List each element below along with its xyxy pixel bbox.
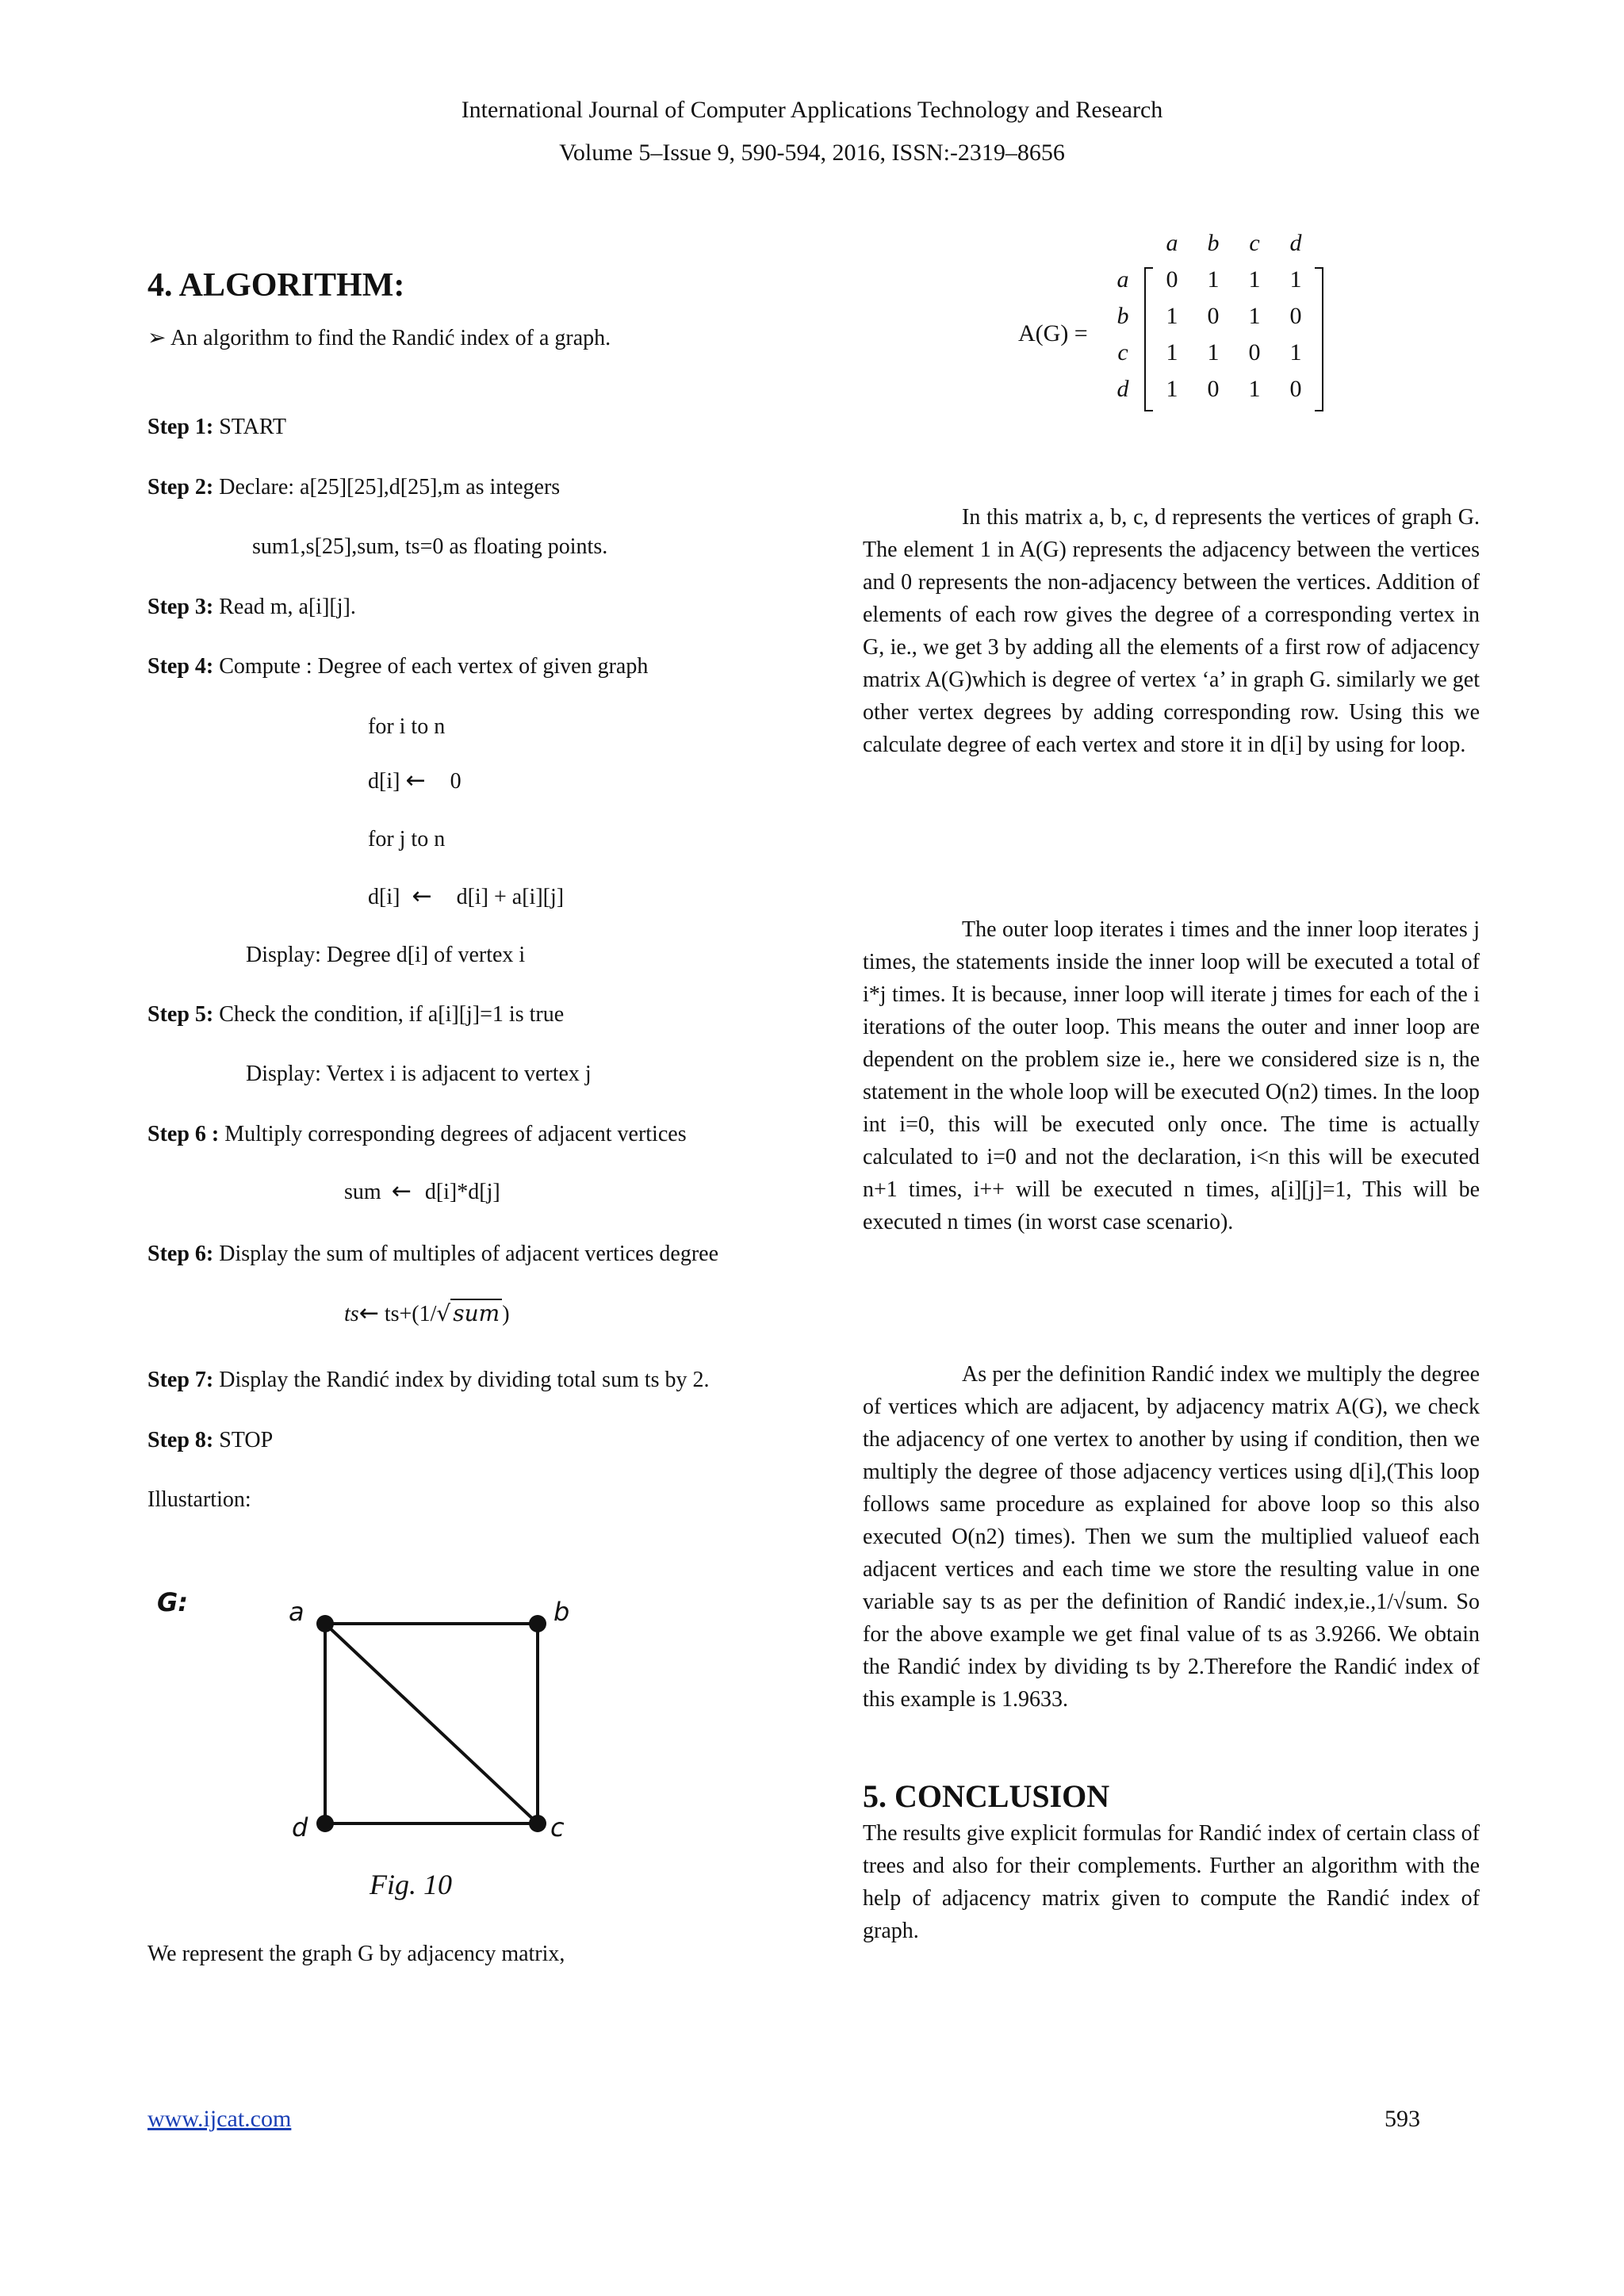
step-2-continued: sum1,s[25],sum, ts=0 as floating points. — [252, 534, 608, 559]
assign-lhs: d[i] — [368, 769, 400, 794]
assign-rhs: d[i] + a[i][j] — [456, 885, 565, 909]
step-6 — [147, 1118, 687, 1150]
left-arrow-icon: ← — [358, 1299, 379, 1327]
left-bracket-icon — [1145, 268, 1153, 411]
matrix-cell: 1 — [1166, 339, 1178, 365]
matrix-col-header: c — [1249, 230, 1260, 256]
matrix-col-header: d — [1289, 230, 1302, 256]
graph-label: G: — [157, 1587, 189, 1617]
right-bracket-icon — [1315, 268, 1323, 411]
loop-outer: for i to n — [368, 714, 446, 739]
step-label: Step 2: — [147, 475, 214, 499]
step-text: START — [219, 415, 286, 439]
sqrt-icon: √ — [436, 1300, 451, 1326]
paragraph-randic-computation — [863, 1358, 1480, 1716]
matrix-label: A(G) = — [1018, 320, 1088, 346]
matrix-cell: 1 — [1248, 266, 1261, 293]
step-label: Step 8: — [147, 1428, 214, 1452]
section-5-heading: 5. CONCLUSION — [863, 1778, 1110, 1814]
step-label: Step 5: — [147, 1002, 214, 1027]
step-text: Display the Randić index by dividing total sum ts by 2. — [219, 1368, 710, 1392]
vertex-c — [529, 1815, 546, 1832]
step-text: Read m, a[i][j]. — [219, 595, 356, 619]
matrix-cell: 0 — [1289, 376, 1302, 402]
loop-inner: for j to n — [368, 827, 446, 851]
matrix-cell: 1 — [1248, 376, 1261, 402]
assign-lhs: d[i] — [368, 885, 400, 909]
edge-a-c — [325, 1624, 538, 1823]
matrix-col-header: b — [1207, 230, 1220, 256]
step-text: Declare: a[25][25],d[25],m as integers — [219, 475, 561, 499]
footer-url[interactable] — [147, 2106, 291, 2133]
step-text: Multiply corresponding degrees of adjacent vertices — [224, 1122, 687, 1146]
step-4 — [147, 650, 648, 683]
figure-caption: Fig. 10 — [370, 1869, 452, 1900]
step-text: Display the sum of multiples of adjacent vertices degree — [219, 1242, 719, 1266]
step-label: Step 6 : — [147, 1122, 220, 1146]
conclusion-block — [863, 1817, 1480, 1947]
matrix-cell: 1 — [1166, 303, 1178, 329]
algorithm-intro — [147, 322, 611, 354]
matrix-cell: 1 — [1289, 339, 1302, 365]
represent-text: We represent the graph G by adjacency matrix, — [147, 1942, 565, 1966]
sqrt-radicand: sum — [450, 1299, 502, 1326]
intro-text: An algorithm to find the Randić index of a graph. — [170, 326, 611, 350]
matrix-col-header: a — [1166, 230, 1178, 256]
vertex-label-d: d — [292, 1812, 308, 1843]
journal-title: International Journal of Computer Applications Technology and Research — [461, 97, 1163, 123]
step-text: STOP — [219, 1428, 274, 1452]
step-1 — [147, 411, 286, 443]
ts-assign — [344, 1297, 510, 1330]
matrix-row-header: b — [1116, 303, 1129, 329]
step-label: Step 3: — [147, 595, 214, 619]
step-2 — [147, 471, 560, 503]
step-text: Check the condition, if a[i][j]=1 is true — [219, 1002, 565, 1027]
assign-rhs: 0 — [450, 769, 462, 794]
ts-prefix: ts+(1/ — [384, 1302, 437, 1326]
step-label: Step 1: — [147, 415, 214, 439]
paragraph-matrix-explanation — [863, 501, 1480, 761]
matrix-cell: 0 — [1289, 303, 1302, 329]
step-label: Step 6: — [147, 1242, 214, 1266]
paragraph-text: As per the definition Randić index we multiply the degree of vertices which are adjacent, by adjacency matrix A(G), we check the adjacency of one vertex to another by using if condition, then we multiply the degree of those adjacency vertices using d[i],(This loop follows same procedure as explained for above loop so this also executed O(n2) times). Then we sum the multiplied valueof each adjacent vertices and each time we store the resulting value in one variable say ts as per the definition of Randić index,ie.,1/√sum. So for the above example we get final value of ts as 3.9266. We obtain the Randić index by dividing ts by 2.Therefore the Randić index of this example is 1.9633. — [863, 1362, 1480, 1712]
display-degree: Display: Degree d[i] of vertex i — [246, 943, 526, 967]
assign-rhs: d[i]*d[j] — [424, 1180, 500, 1204]
vertex-d — [316, 1815, 334, 1832]
conclusion-text: The results give explicit formulas for Randić index of certain class of trees and also for their complements. Further an algorithm with the help of adjacency matrix given to compute the Randić index of graph. — [863, 1821, 1480, 1943]
step-6b — [147, 1238, 718, 1270]
vertex-label-a: a — [289, 1597, 304, 1627]
vertex-a — [316, 1615, 334, 1632]
adjacency-matrix — [1007, 222, 1340, 412]
journal-volume: Volume 5–Issue 9, 590-594, 2016, ISSN:-2319–8656 — [559, 140, 1065, 166]
step-label: Step 7: — [147, 1368, 214, 1392]
step-text: Compute : Degree of each vertex of given graph — [219, 654, 649, 679]
ts-suffix: ) — [502, 1302, 510, 1326]
vertex-label-c: c — [550, 1812, 565, 1843]
step-7 — [147, 1364, 710, 1396]
matrix-row-header: a — [1116, 266, 1129, 293]
left-arrow-icon: ← — [412, 882, 432, 910]
matrix-cell: 0 — [1166, 266, 1178, 293]
vertex-label-b: b — [553, 1597, 570, 1627]
paragraph-loop-complexity — [863, 913, 1480, 1238]
matrix-cell: 1 — [1207, 266, 1220, 293]
assign-init — [368, 764, 462, 798]
matrix-cell: 0 — [1248, 339, 1261, 365]
matrix-cell: 1 — [1289, 266, 1302, 293]
matrix-cell: 1 — [1248, 303, 1261, 329]
assign-lhs: sum — [344, 1180, 381, 1204]
paragraph-text: In this matrix a, b, c, d represents the vertices of graph G. The element 1 in A(G) represents the adjacency between the vertices and 0 represents the non-adjacency between the vertices. Addition of elements of each row gives the degree of a corresponding vertex in G, ie., we get 3 by adding all the elements of a first row of adjacency matrix A(G)which is degree of vertex ‘a’ in graph G. similarly we get other vertex degrees by adding corresponding row. Using this we calculate degree of each vertex and store it in d[i] by using for loop. — [863, 505, 1480, 757]
vertex-b — [529, 1615, 546, 1632]
assign-lhs: ts — [344, 1302, 359, 1326]
graph-figure — [270, 1594, 587, 1855]
display-adjacent: Display: Vertex i is adjacent to vertex j — [246, 1062, 592, 1086]
matrix-cell: 1 — [1166, 376, 1178, 402]
section-4-heading: 4. ALGORITHM: — [147, 267, 405, 304]
website-link[interactable]: www.ijcat.com — [147, 2106, 292, 2132]
left-arrow-icon: ← — [405, 767, 426, 794]
matrix-row-header: d — [1116, 376, 1129, 402]
left-arrow-icon: ← — [391, 1177, 412, 1205]
matrix-cell: 1 — [1207, 339, 1220, 365]
assign-accumulate — [368, 880, 564, 913]
sum-assign — [344, 1175, 500, 1208]
matrix-row-header: c — [1117, 339, 1128, 365]
step-label: Step 4: — [147, 654, 214, 679]
illustration-label: Illustartion: — [147, 1487, 251, 1512]
matrix-cell: 0 — [1207, 303, 1220, 329]
step-8 — [147, 1424, 273, 1456]
bullet-icon: ➢ — [147, 326, 167, 350]
paragraph-text: The outer loop iterates i times and the inner loop iterates j times, the statements inside the inner loop will be executed a total of i*j times. It is because, inner loop will iterate j times for each of the i iterations of the outer loop. This means the outer and inner loop are dependent on the problem size ie., here we considered size is n, the statement in the whole loop will be executed O(n2) times. In the loop int i=0, this will be executed only once. The time is actually calculated to i=0 and not the declaration, i<n this will be executed n+1 times, i++ will be executed n times, a[i][j]=1, This will be executed n times (in worst case scenario). — [863, 917, 1480, 1234]
step-5 — [147, 998, 564, 1031]
step-3 — [147, 591, 356, 623]
page-number: 593 — [1385, 2106, 1420, 2132]
matrix-cell: 0 — [1207, 376, 1220, 402]
